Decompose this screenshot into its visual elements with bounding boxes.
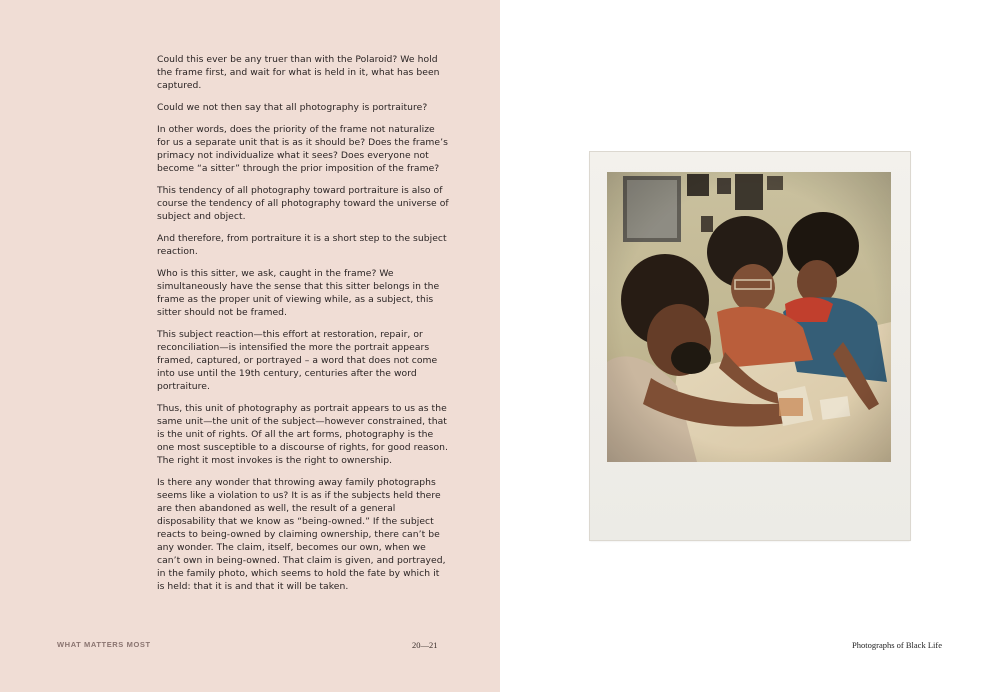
essay-paragraph: In other words, does the priority of the frame not naturalize for us a separate unit that is as it should be? Does the frame’s primacy not individualize what it sees? Does everyone not become “a sitter” through the prior imposition of the frame?	[157, 124, 448, 174]
essay-text	[157, 53, 449, 602]
essay-paragraph: Is there any wonder that throwing away family photographs seems like a violation to us? It is as if the subjects held there are then abandoned as well, the result of a general disposability that we know as “being-owned.” If the subject reacts to being-owned by claiming ownership, there can’t be any wonder. The claim, itself, becomes our own, when we can’t own in being-owned. That claim is given, and portrayed, in the family photo, which seems to hold the fate by which it is held: that it is and that it will be taken.	[157, 477, 446, 592]
essay-paragraph: And therefore, from portraiture it is a short step to the subject reaction.	[157, 233, 447, 257]
essay-paragraph: This tendency of all photography toward portraiture is also of course the tendency of all photography toward the universe of subject and object.	[157, 185, 449, 222]
running-head-section-title: Photographs of Black Life	[852, 640, 942, 650]
running-head-book-title: WHAT MATTERS MOST	[57, 640, 151, 649]
essay-paragraph: This subject reaction—this effort at restoration, repair, or reconciliation—is intensified the more the portrait appears framed, captured, or portrayed – a word that does not come into use until the 19th century, centuries after the word portraiture.	[157, 329, 438, 392]
page-numbers: 20—21	[412, 640, 438, 650]
essay-paragraph: Could this ever be any truer than with the Polaroid? We hold the frame first, and wait for what is held in it, what has been captured.	[157, 54, 440, 91]
polaroid-photo	[590, 152, 910, 540]
essay-paragraph: Thus, this unit of photography as portrait appears to us as the same unit—the unit of the subject—however constrained, that is the unit of rights. Of all the art forms, photography is the one most susceptible to a discourse of rights, for good reason. The right it most invokes is the right to ownership.	[157, 403, 448, 466]
essay-paragraph: Who is this sitter, we ask, caught in the frame? We simultaneously have the sense that this sitter belongs in the frame as the proper unit of viewing while, as a subject, this sitter should not be framed.	[157, 268, 440, 318]
family-photo-image	[607, 172, 891, 462]
essay-paragraph: Could we not then say that all photography is portraiture?	[157, 102, 428, 113]
